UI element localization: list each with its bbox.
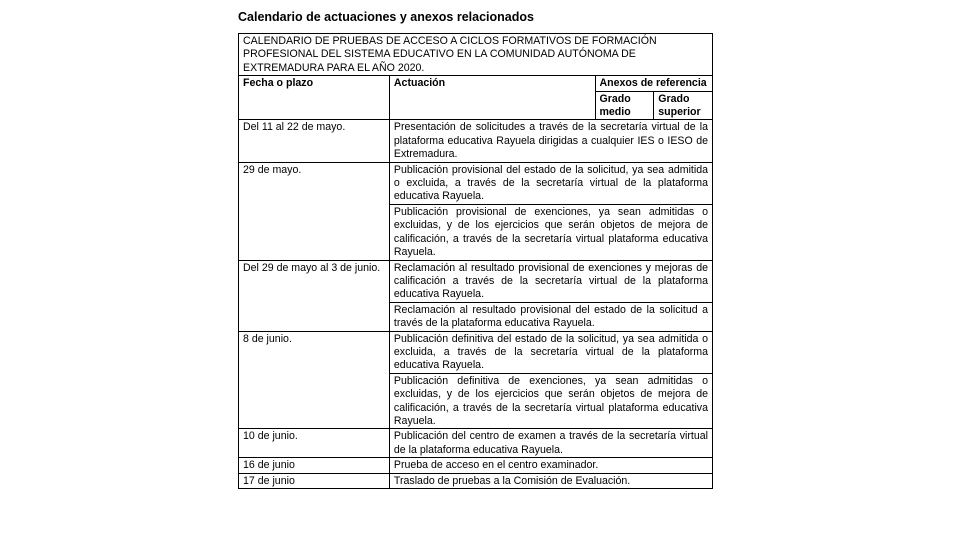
actuacion-cell: Publicación definitiva del estado de la solicitud, ya sea admitida o excluida, a través de la secretaría virtual de la plataforma educativa Rayuela. [389,331,712,373]
header-actuacion: Actuación [389,76,595,120]
table-row [239,473,713,488]
actuacion-cell: Publicación del centro de examen a través de la secretaría virtual de la plataforma educativa Rayuela. [389,429,712,458]
header-grado-superior: Grado superior [654,91,713,120]
table-row [239,120,713,162]
table-row [239,458,713,473]
actuacion-cell: Prueba de acceso en el centro examinador. [389,458,712,473]
fecha-cell: 17 de junio [239,473,390,488]
actuacion-cell: Publicación provisional de exenciones, ya sean admitidas o excluidas, y de los ejercicios que serán objetos de mejora de calificación, a través de la secretaría virtual plataforma educativa Rayuela. [389,204,712,260]
table-title: CALENDARIO DE PRUEBAS DE ACCESO A CICLOS FORMATIVOS DE FORMACIÓN PROFESIONAL DEL SISTEMA EDUCATIVO EN LA COMUNIDAD AUTÓNOMA DE EXTREMADURA PARA EL AÑO 2020. [239,34,713,76]
header-grado-medio: Grado medio [595,91,654,120]
header-fecha: Fecha o plazo [239,76,390,120]
table-row [239,331,713,373]
actuacion-cell: Reclamación al resultado provisional del estado de la solicitud a través de la plataforma educativa Rayuela. [389,302,712,331]
fecha-cell: 29 de mayo. [239,162,390,260]
fecha-cell: 16 de junio [239,458,390,473]
actuacion-cell: Presentación de solicitudes a través de la secretaría virtual de la plataforma educativa Rayuela dirigidas a cualquier IES o IESO de Extremadura. [389,120,712,162]
table-row [239,429,713,458]
fecha-cell: 10 de junio. [239,429,390,458]
header-row [239,76,713,91]
calendar-table [238,33,713,489]
table-title-row [239,34,713,76]
actuacion-cell: Publicación provisional del estado de la solicitud, ya sea admitida o excluida, a través de la secretaría virtual de la plataforma educativa Rayuela. [389,162,712,204]
actuacion-cell: Publicación definitiva de exenciones, ya sean admitidas o excluidas, y de los ejercicios que serán objetos de mejora de calificación, a través de la secretaría virtual plataforma educativa Rayuela. [389,373,712,429]
table-row [239,162,713,204]
actuacion-cell: Reclamación al resultado provisional de exenciones y mejoras de calificación a través de la secretaría virtual de la plataforma educativa Rayuela. [389,260,712,302]
fecha-cell: Del 29 de mayo al 3 de junio. [239,260,390,331]
header-anexos: Anexos de referencia [595,76,713,91]
fecha-cell: 8 de junio. [239,331,390,429]
actuacion-cell: Traslado de pruebas a la Comisión de Evaluación. [389,473,712,488]
fecha-cell: Del 11 al 22 de mayo. [239,120,390,162]
table-row [239,260,713,302]
page-heading: Calendario de actuaciones y anexos relacionados [238,10,534,24]
